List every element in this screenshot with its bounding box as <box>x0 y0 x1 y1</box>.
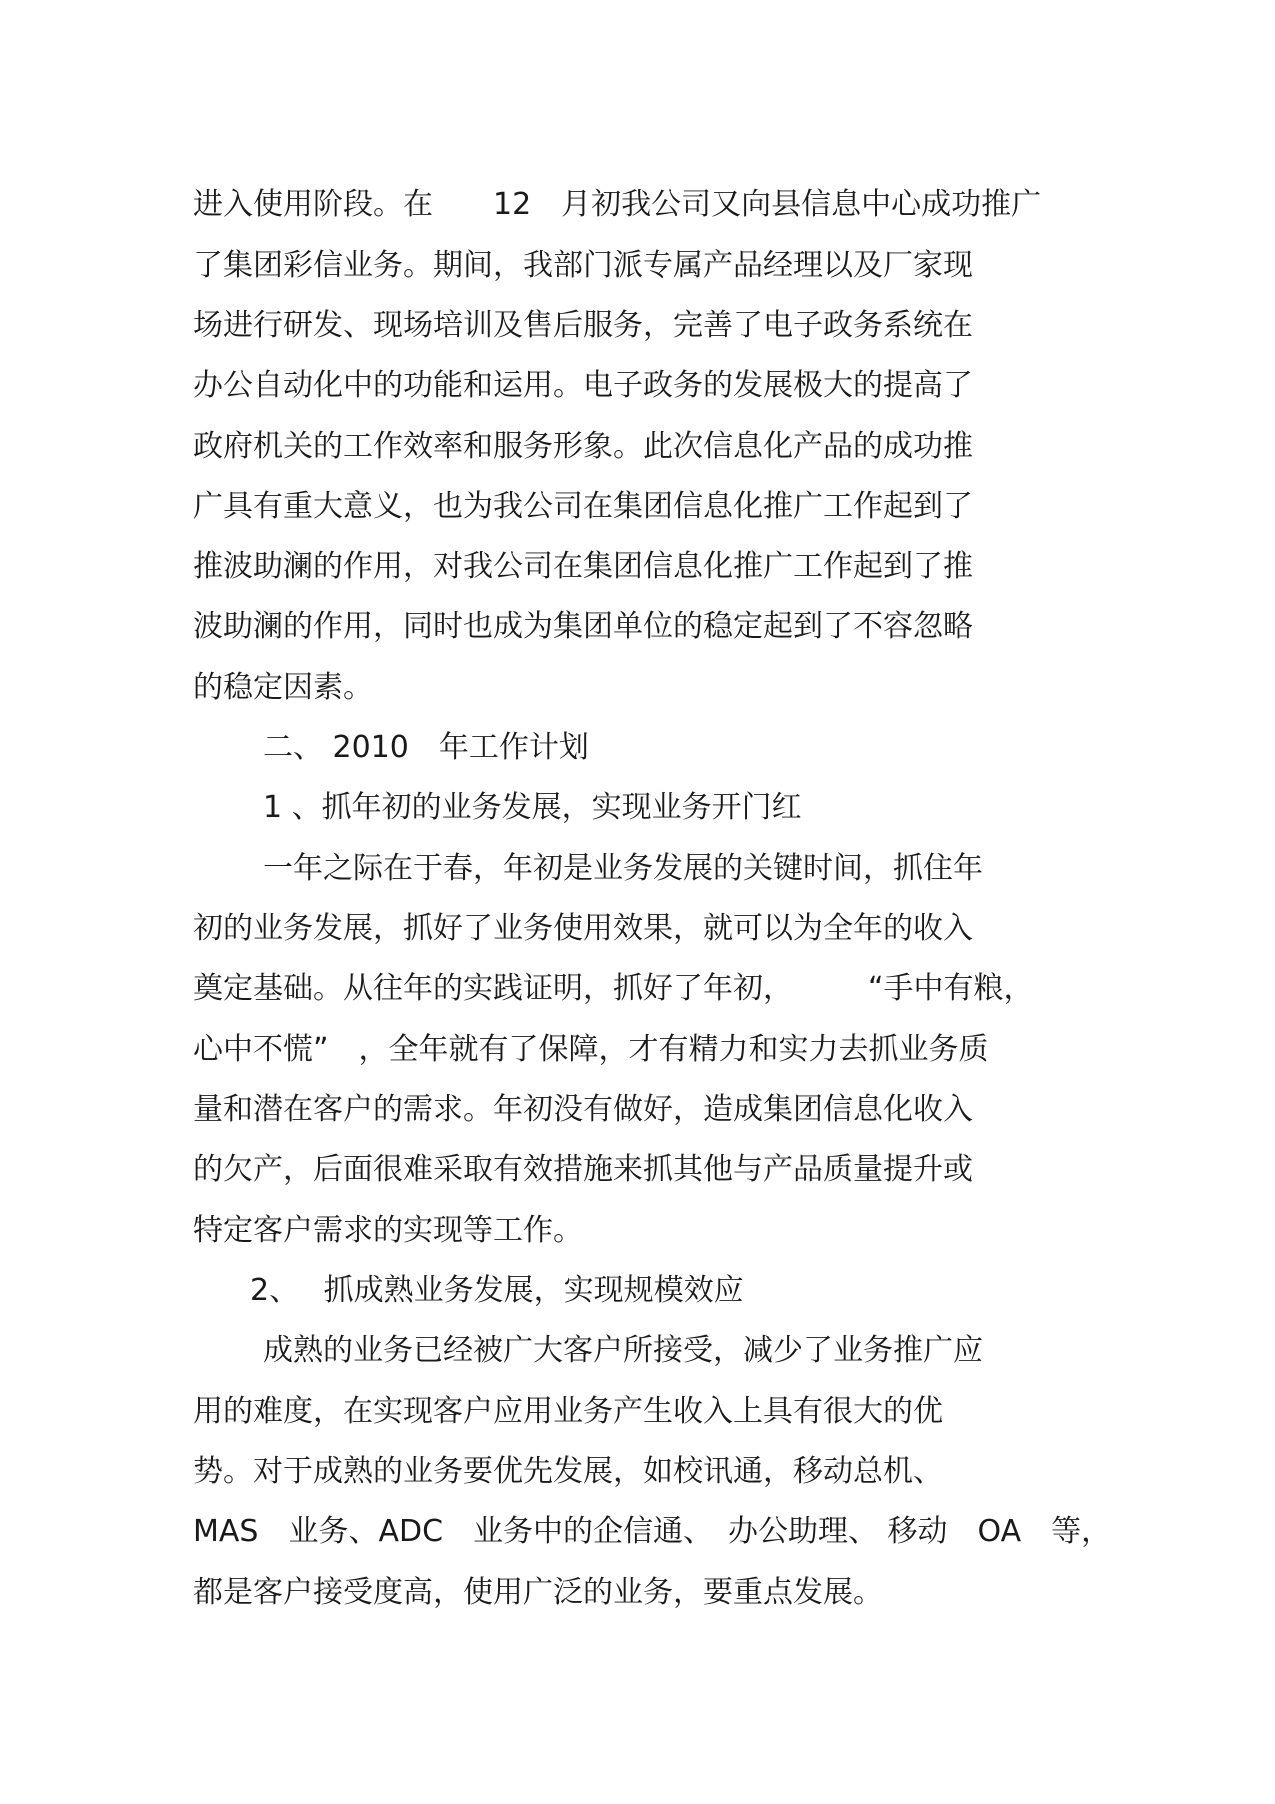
paragraph-line: 了集团彩信业务。期间，我部门派专属产品经理以及厂家现 <box>193 248 973 283</box>
paragraph-line: 政府机关的工作效率和服务形象。此次信息化产品的成功推 <box>193 429 973 464</box>
paragraph-line: 势。对于成熟的业务要优先发展，如校讯通，移动总机、 <box>193 1454 943 1489</box>
paragraph-line: 场进行研发、现场培训及售后服务，完善了电子政务系统在 <box>193 308 973 343</box>
section-heading: 二、 2010 年工作计划 <box>263 730 589 765</box>
paragraph-line: 一年之际在于春，年初是业务发展的关键时间，抓住年 <box>263 851 983 886</box>
paragraph-line: 广具有重大意义，也为我公司在集团信息化推广工作起到了 <box>193 489 973 524</box>
paragraph-line: 心中不慌” ，全年就有了保障，才有精力和实力去抓业务质 <box>193 1032 989 1067</box>
paragraph-line: 成熟的业务已经被广大客户所接受，减少了业务推广应 <box>263 1333 983 1368</box>
subsection-heading: 1 、抓年初的业务发展，实现业务开门红 <box>263 790 802 825</box>
paragraph-line: 的欠产，后面很难采取有效措施来抓其他与产品质量提升或 <box>193 1152 973 1187</box>
paragraph-line: 都是客户接受度高，使用广泛的业务，要重点发展。 <box>193 1575 883 1610</box>
subsection-heading: 2、 抓成熟业务发展，实现规模效应 <box>250 1273 744 1308</box>
paragraph-line: 的稳定因素。 <box>193 670 373 705</box>
paragraph-line: 初的业务发展，抓好了业务使用效果，就可以为全年的收入 <box>193 911 973 946</box>
paragraph-line: 量和潜在客户的需求。年初没有做好，造成集团信息化收入 <box>193 1092 973 1127</box>
paragraph-line: 推波助澜的作用，对我公司在集团信息化推广工作起到了推 <box>193 549 973 584</box>
paragraph-line: 办公自动化中的功能和运用。电子政务的发展极大的提高了 <box>193 368 973 403</box>
paragraph-line: 波助澜的作用，同时也成为集团单位的稳定起到了不容忽略 <box>193 609 973 644</box>
paragraph-line: 用的难度，在实现客户应用业务产生收入上具有很大的优 <box>193 1394 943 1429</box>
paragraph-line: 特定客户需求的实现等工作。 <box>193 1213 583 1248</box>
paragraph-line: MAS 业务、ADC 业务中的企信通、 办公助理、 移动 OA 等， <box>193 1514 1112 1549</box>
paragraph-line: 进入使用阶段。在 12 月初我公司又向县信息中心成功推广 <box>193 187 1042 222</box>
paragraph-line: 奠定基础。从往年的实践证明，抓好了年初， “手中有粮， <box>193 971 1034 1006</box>
